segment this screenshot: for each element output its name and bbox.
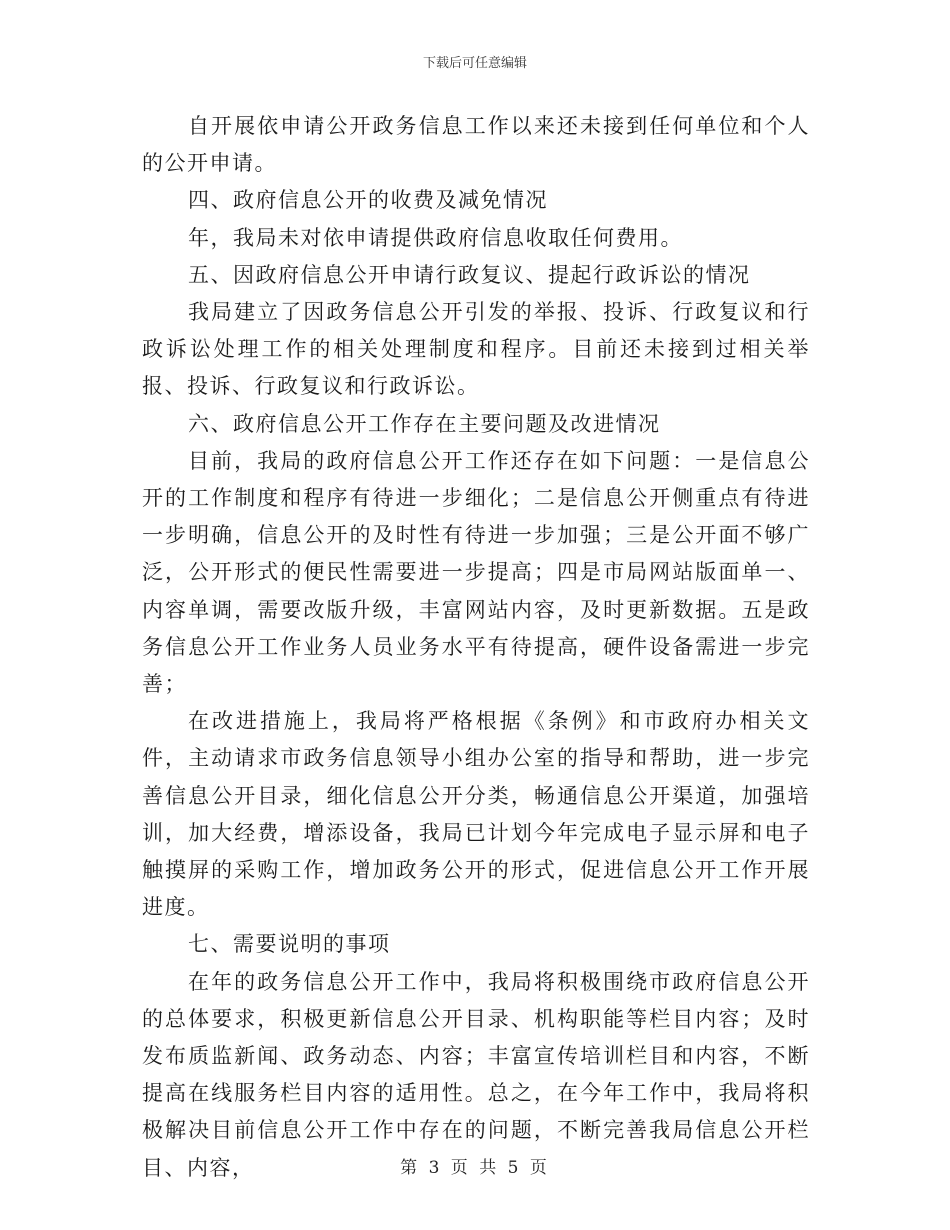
paragraph: 在年的政务信息公开工作中，我局将积极围绕市政府信息公开的总体要求，积极更新信息公开目录、机构职能等栏目内容；及时发布质监新闻、政务动态、内容；丰富宣传培训栏目和内容，不断提高在线服务栏目内容的适用性。总之，在今年工作中，我局将积极解决目前信息公开工作中存在的问题，不断完善我局信息公开栏目、内容，	[142, 969, 810, 1180]
paragraph: 目前，我局的政府信息公开工作还存在如下问题：一是信息公开的工作制度和程序有待进一步细化；二是信息公开侧重点有待进一步明确，信息公开的及时性有待进一步加强；三是公开面不够广泛，公开形式的便民性需要进一步提高；四是市局网站版面单一、内容单调，需要改版升级，丰富网站内容，及时更新数据。五是政务信息公开工作业务人员业务水平有待提高，硬件设备需进一步完善；	[142, 448, 810, 697]
paragraph: 年，我局未对依申请提供政府信息收取任何费用。	[188, 225, 683, 250]
section-heading: 四、政府信息公开的收费及减免情况	[188, 188, 548, 213]
section-heading: 七、需要说明的事项	[188, 932, 391, 957]
document-body	[142, 108, 810, 1187]
paragraph: 自开展依申请公开政务信息工作以来还未接到任何单位和个人的公开申请。	[142, 114, 810, 176]
section-heading: 五、因政府信息公开申请行政复议、提起行政诉讼的情况	[188, 262, 751, 287]
section-heading: 六、政府信息公开工作存在主要问题及改进情况	[188, 411, 661, 436]
page-number: 第 3 页 共 5 页	[400, 1158, 550, 1178]
page-header: 下载后可任意编辑	[422, 56, 527, 71]
paragraph: 我局建立了因政务信息公开引发的举报、投诉、行政复议和行政诉讼处理工作的相关处理制度和程序。目前还未接到过相关举报、投诉、行政复议和行政诉讼。	[142, 300, 810, 399]
paragraph: 在改进措施上，我局将严格根据《条例》和市政府办相关文件，主动请求市政务信息领导小组办公室的指导和帮助，进一步完善信息公开目录，细化信息公开分类，畅通信息公开渠道，加强培训，加大经费，增添设备，我局已计划今年完成电子显示屏和电子触摸屏的采购工作，增加政务公开的形式，促进信息公开工作开展进度。	[142, 709, 810, 920]
